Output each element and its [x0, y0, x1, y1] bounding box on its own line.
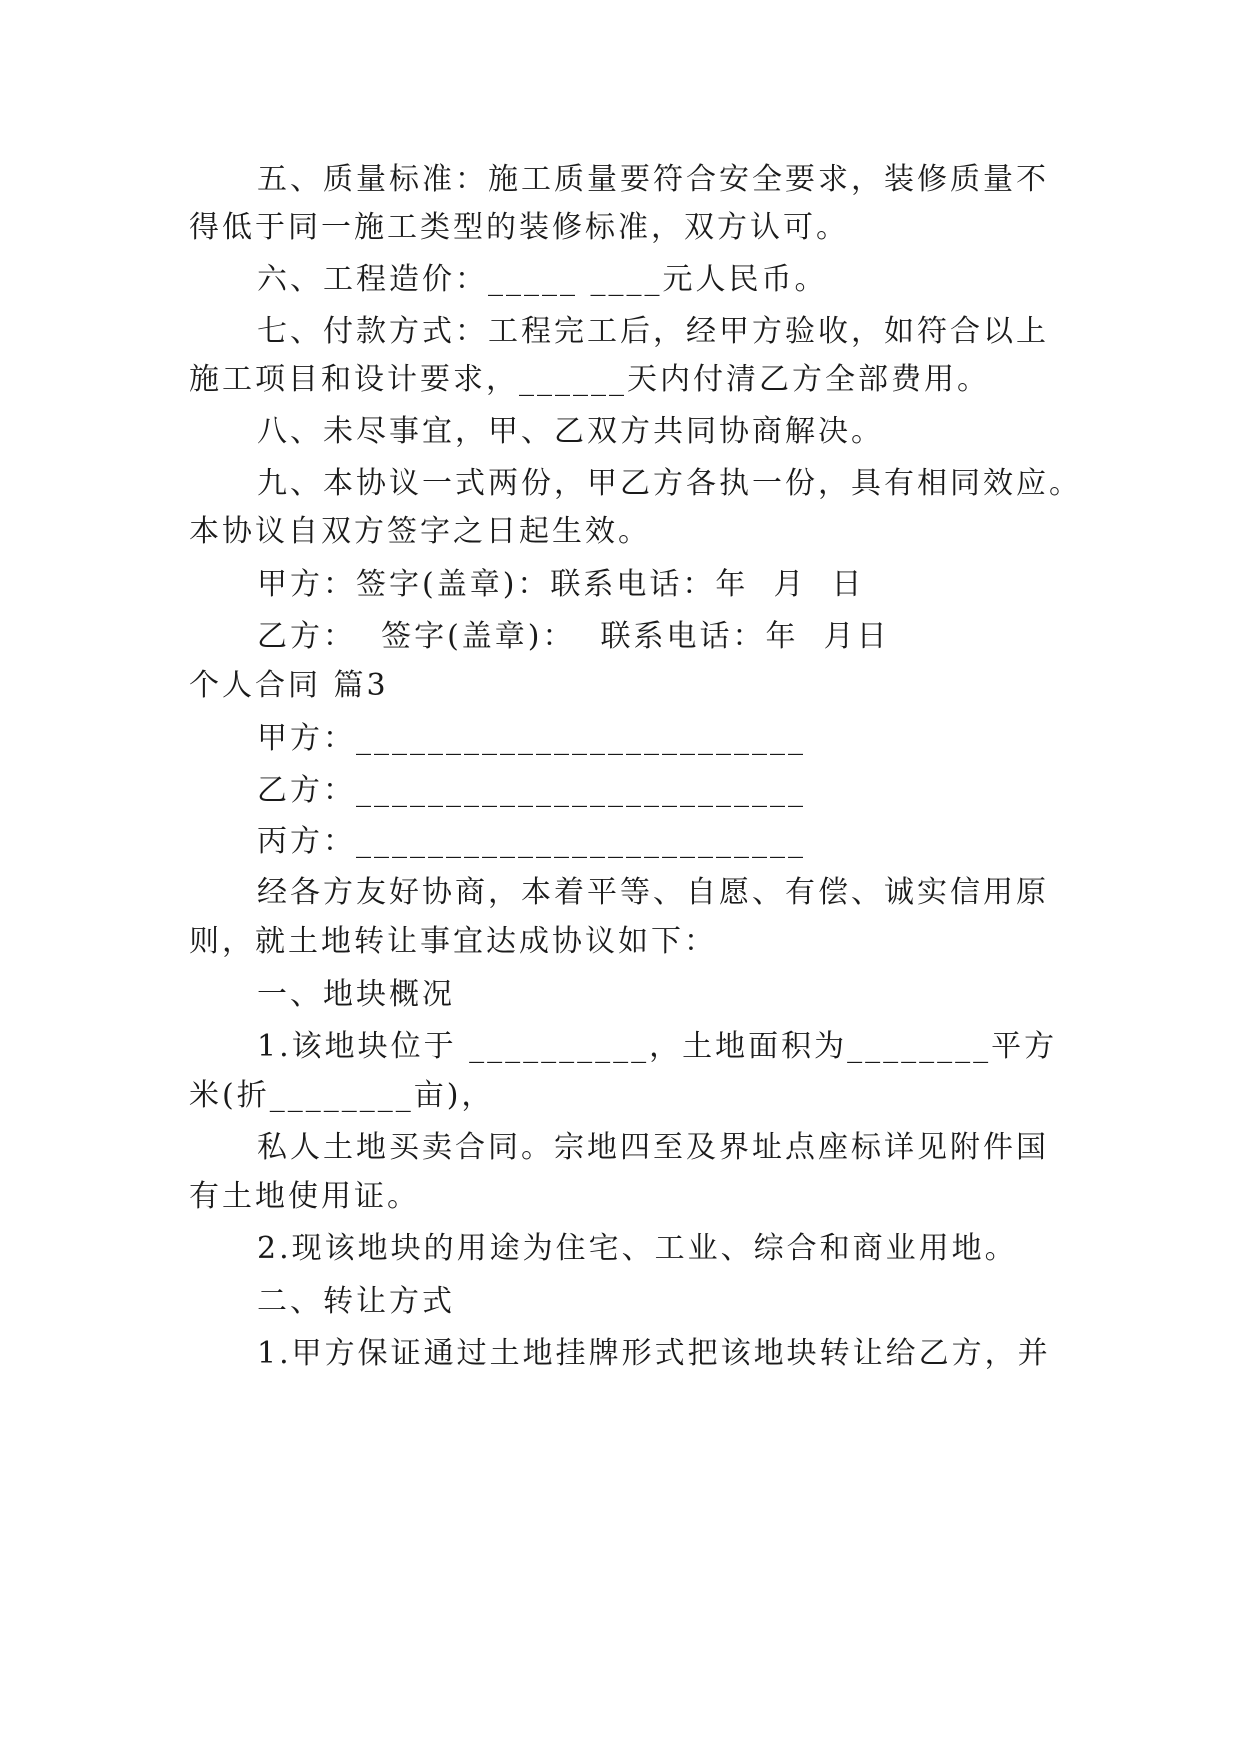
article-1-heading: 一、地块概况 — [257, 977, 455, 1012]
article-1-item-1-line-2: 米(折________亩)， — [189, 1078, 495, 1113]
party-b-line: 乙方：_________________________ — [257, 773, 806, 808]
party-b-signature: 乙方： 签字(盖章)： 联系电话：年 月日 — [257, 619, 890, 654]
preamble-line-2: 则，就土地转让事宜达成协议如下： — [189, 924, 717, 959]
clause-9-line-2: 本协议自双方签字之日起生效。 — [189, 514, 651, 549]
article-2-heading: 二、转让方式 — [257, 1284, 455, 1319]
party-a-line: 甲方：_________________________ — [257, 721, 806, 756]
article-1-note-line-2: 有土地使用证。 — [189, 1179, 420, 1214]
clause-7-line-2: 施工项目和设计要求，______天内付清乙方全部费用。 — [189, 362, 990, 397]
article-2-item-1: 1.甲方保证通过土地挂牌形式把该地块转让给乙方，并 — [257, 1336, 1051, 1371]
article-1-item-2: 2.现该地块的用途为住宅、工业、综合和商业用地。 — [257, 1231, 1018, 1266]
article-1-note-line-1: 私人土地买卖合同。宗地四至及界址点座标详见附件国 — [257, 1130, 1049, 1165]
preamble-line-1: 经各方友好协商，本着平等、自愿、有偿、诚实信用原 — [257, 875, 1049, 910]
clause-7-line-1: 七、付款方式：工程完工后，经甲方验收，如符合以上 — [257, 314, 1049, 349]
party-a-signature: 甲方：签字(盖章)：联系电话：年 月 日 — [257, 567, 865, 602]
clause-8: 八、未尽事宜，甲、乙双方共同协商解决。 — [257, 414, 884, 449]
section-heading: 个人合同 篇3 — [189, 668, 389, 703]
clause-5-line-1: 五、质量标准：施工质量要符合安全要求，装修质量不 — [257, 162, 1049, 197]
clause-5-line-2: 得低于同一施工类型的装修标准，双方认可。 — [189, 210, 849, 245]
party-c-line: 丙方：_________________________ — [257, 824, 806, 859]
article-1-item-1-line-1: 1.该地块位于 __________，土地面积为________平方 — [257, 1029, 1058, 1064]
clause-6: 六、工程造价：_____ ____元人民币。 — [257, 262, 828, 297]
clause-9-line-1: 九、本协议一式两份，甲乙方各执一份，具有相同效应。 — [257, 466, 1082, 501]
